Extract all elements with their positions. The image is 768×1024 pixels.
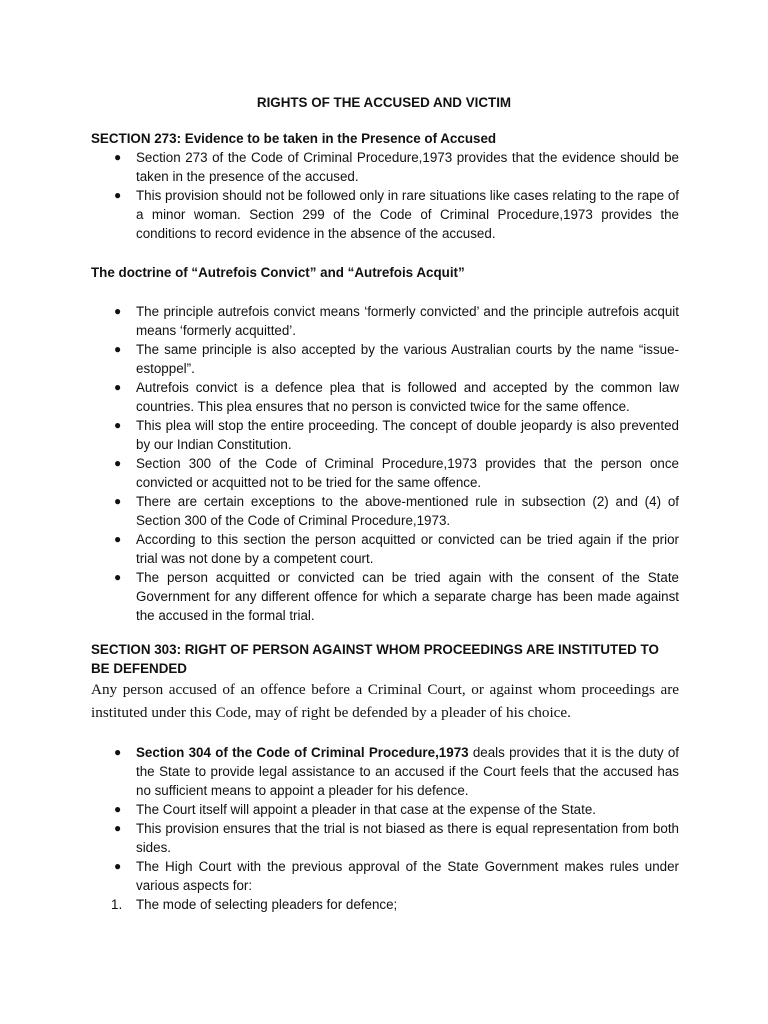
bullet-icon: ● xyxy=(114,494,122,508)
list-item-text: The High Court with the previous approval of the State Government makes rules under various aspects for: xyxy=(136,859,679,893)
section-autrefois xyxy=(91,263,679,282)
list-item xyxy=(91,378,679,416)
bullet-icon: ● xyxy=(114,456,122,470)
bullet-list xyxy=(91,302,679,625)
section-273 xyxy=(91,129,679,243)
list-item xyxy=(91,530,679,568)
numbered-list xyxy=(91,895,679,914)
item-number: 1. xyxy=(111,897,123,912)
section-303-list-block xyxy=(91,743,679,914)
bullet-icon: ● xyxy=(114,418,122,432)
list-item xyxy=(91,819,679,857)
bullet-icon: ● xyxy=(114,188,122,202)
list-item xyxy=(91,568,679,625)
list-item-text: There are certain exceptions to the above-mentioned rule in subsection (2) and (4) of Section 300 of the Code of Criminal Procedure,1973. xyxy=(136,494,679,528)
list-item-text: deals provides that it is the duty of the State to provide legal assistance to an accused if the Court feels that the accused has no sufficient means to appoint a pleader for his defence. xyxy=(136,745,679,798)
list-item xyxy=(91,743,679,800)
bullet-list xyxy=(91,148,679,243)
numbered-item-text: The mode of selecting pleaders for defence; xyxy=(136,897,398,912)
bullet-icon: ● xyxy=(114,821,122,835)
statute-quote: Any person accused of an offence before a Criminal Court, or against whom proceedings are instituted under this Code, may of right be defended by a pleader of his choice. xyxy=(91,681,679,721)
section-heading: SECTION 273: Evidence to be taken in the Presence of Accused xyxy=(91,131,497,146)
bullet-icon: ● xyxy=(114,380,122,394)
section-heading: The doctrine of “Autrefois Convict” and “Autrefois Acquit” xyxy=(91,265,465,280)
bullet-icon: ● xyxy=(114,570,122,584)
bullet-list xyxy=(91,743,679,895)
list-item-text: According to this section the person acquitted or convicted can be tried again if the prior trial was not done by a competent court. xyxy=(136,532,679,566)
list-item xyxy=(91,302,679,340)
list-item-text: This provision ensures that the trial is not biased as there is equal representation from both sides. xyxy=(136,821,679,855)
document-title: RIGHTS OF THE ACCUSED AND VICTIM xyxy=(256,95,512,110)
list-item-text: The same principle is also accepted by the various Australian courts by the name “issue-estoppel”. xyxy=(136,342,679,376)
list-item xyxy=(91,857,679,895)
bullet-icon: ● xyxy=(114,802,122,816)
list-item xyxy=(91,340,679,378)
bullet-icon: ● xyxy=(114,342,122,356)
list-item xyxy=(91,454,679,492)
list-item-text: Section 300 of the Code of Criminal Procedure,1973 provides that the person once convicted or acquitted not to be tried for the same offence. xyxy=(136,456,679,490)
bullet-icon: ● xyxy=(114,859,122,873)
list-item xyxy=(91,416,679,454)
bullet-icon: ● xyxy=(114,150,122,164)
list-item xyxy=(91,148,679,186)
bullet-icon: ● xyxy=(114,304,122,318)
list-item-text: The principle autrefois convict means ‘formerly convicted’ and the principle autrefois acquit means ‘formerly acquitted’. xyxy=(136,304,679,338)
numbered-item xyxy=(91,895,679,914)
list-item xyxy=(91,492,679,530)
list-item-text: Autrefois convict is a defence plea that is followed and accepted by the common law countries. This plea ensures that no person is convicted twice for the same offence. xyxy=(136,380,679,414)
list-item-text: Section 273 of the Code of Criminal Procedure,1973 provides that the evidence should be taken in the presence of the accused. xyxy=(136,150,679,184)
bullet-icon: ● xyxy=(114,532,122,546)
list-item-text: This provision should not be followed only in rare situations like cases relating to the rape of a minor woman. Section 299 of the Code of Criminal Procedure,1973 provides the conditions to record evidence in the absence of the accused. xyxy=(136,188,679,241)
bullet-icon: ● xyxy=(114,745,122,759)
list-item xyxy=(91,800,679,819)
list-item-text: The Court itself will appoint a pleader in that case at the expense of the State. xyxy=(136,802,597,817)
list-item xyxy=(91,186,679,243)
section-heading: SECTION 303: RIGHT OF PERSON AGAINST WHOM PROCEEDINGS ARE INSTITUTED TO BE DEFENDED xyxy=(91,642,659,676)
list-item-text: This plea will stop the entire proceeding. The concept of double jeopardy is also prevented by our Indian Constitution. xyxy=(136,418,679,452)
list-item-text: The person acquitted or convicted can be tried again with the consent of the State Government for any different offence for which a separate charge has been made against the accused in the formal trial. xyxy=(136,570,679,623)
section-303 xyxy=(91,640,679,724)
list-item-bold-text: Section 304 of the Code of Criminal Procedure,1973 xyxy=(136,745,469,760)
autrefois-list-block xyxy=(91,302,679,625)
